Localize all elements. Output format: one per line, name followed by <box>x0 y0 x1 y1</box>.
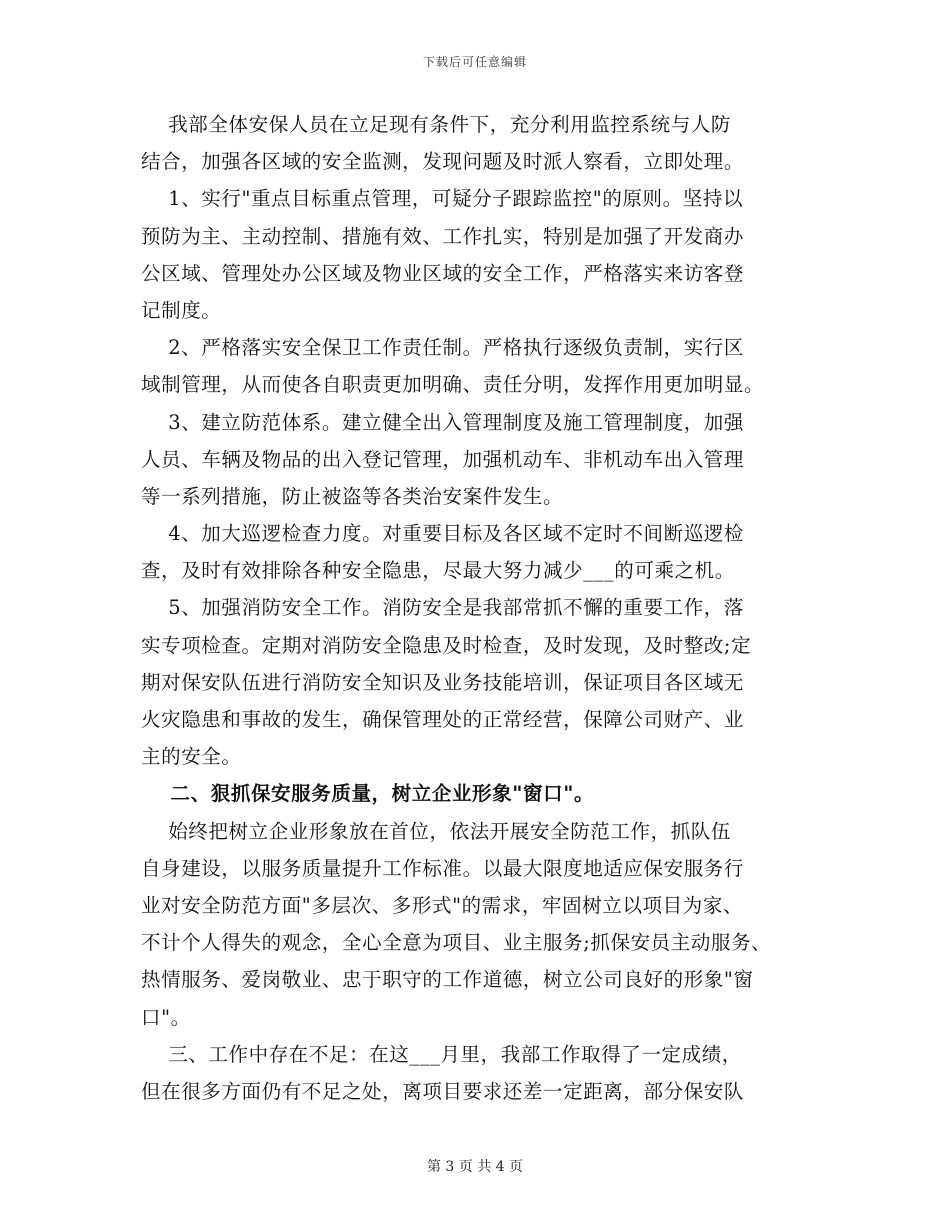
body-line: 人员、车辆及物品的出入登记管理，加强机动车、非机动车出入管理 <box>141 447 745 471</box>
section-heading: 二、狠抓保安服务质量，树立企业形象"窗口"。 <box>141 782 595 806</box>
body-line: 2、严格落实安全保卫工作责任制。严格执行逐级负责制，实行区 <box>141 336 745 360</box>
body-line: 1、实行"重点目标重点管理，可疑分子跟踪监控"的原则。坚持以 <box>141 187 744 211</box>
body-line: 等一系列措施，防止被盗等各类治安案件发生。 <box>141 484 564 508</box>
page-header: 下载后可任意编辑 <box>422 55 527 69</box>
page-footer: 第 3 页 共 4 页 <box>426 1159 524 1175</box>
body-line: 3、建立防范体系。建立健全出入管理制度及施工管理制度，加强 <box>141 410 745 434</box>
body-line: 业对安全防范方面"多层次、多形式"的需求，牢固树立以项目为家、 <box>141 893 744 917</box>
body-line: 4、加大巡逻检查力度。对重要目标及各区域不定时不间断巡逻检 <box>141 522 745 546</box>
body-line: 口"。 <box>141 1005 191 1029</box>
body-line: 三、工作中存在不足：在这___月里，我部工作取得了一定成绩， <box>141 1042 742 1066</box>
body-line: 我部全体安保人员在立足现有条件下，充分利用监控系统与人防 <box>141 113 731 136</box>
body-line: 主的安全。 <box>141 745 242 769</box>
body-line: 预防为主、主动控制、措施有效、工作扎实，特别是加强了开发商办 <box>141 224 745 248</box>
body-line: 期对保安队伍进行消防安全知识及业务技能培训，保证项目各区域无 <box>141 670 745 694</box>
body-line: 始终把树立企业形象放在首位，依法开展安全防范工作，抓队伍 <box>141 819 731 843</box>
body-line: 但在很多方面仍有不足之处，离项目要求还差一定距离，部分保安队 <box>141 1079 745 1103</box>
body-line: 记制度。 <box>141 298 222 322</box>
body-line: 公区域、管理处办公区域及物业区域的安全工作，严格落实来访客登 <box>141 261 745 285</box>
document-body <box>141 106 816 1110</box>
body-line: 热情服务、爱岗敬业、忠于职守的工作道德，树立公司良好的形象"窗 <box>141 968 754 992</box>
body-line: 域制管理，从而使各自职责更加明确、责任分明，发挥作用更加明显。 <box>141 373 765 397</box>
body-line: 5、加强消防安全工作。消防安全是我部常抓不懈的重要工作，落 <box>141 596 745 620</box>
body-line: 火灾隐患和事故的发生，确保管理处的正常经营，保障公司财产、业 <box>141 708 745 731</box>
body-line: 实专项检查。定期对消防安全隐患及时检查，及时发现，及时整改;定 <box>141 633 752 657</box>
body-line: 结合，加强各区域的安全监测，发现问题及时派人察看，立即处理。 <box>141 150 745 174</box>
body-line: 自身建设，以服务质量提升工作标准。以最大限度地适应保安服务行 <box>141 856 745 880</box>
body-line: 查，及时有效排除各种安全隐患，尽最大努力减少___的可乘之机。 <box>141 559 735 583</box>
body-line: 不计个人得失的观念，全心全意为项目、业主服务;抓保安员主动服务、 <box>141 931 772 955</box>
